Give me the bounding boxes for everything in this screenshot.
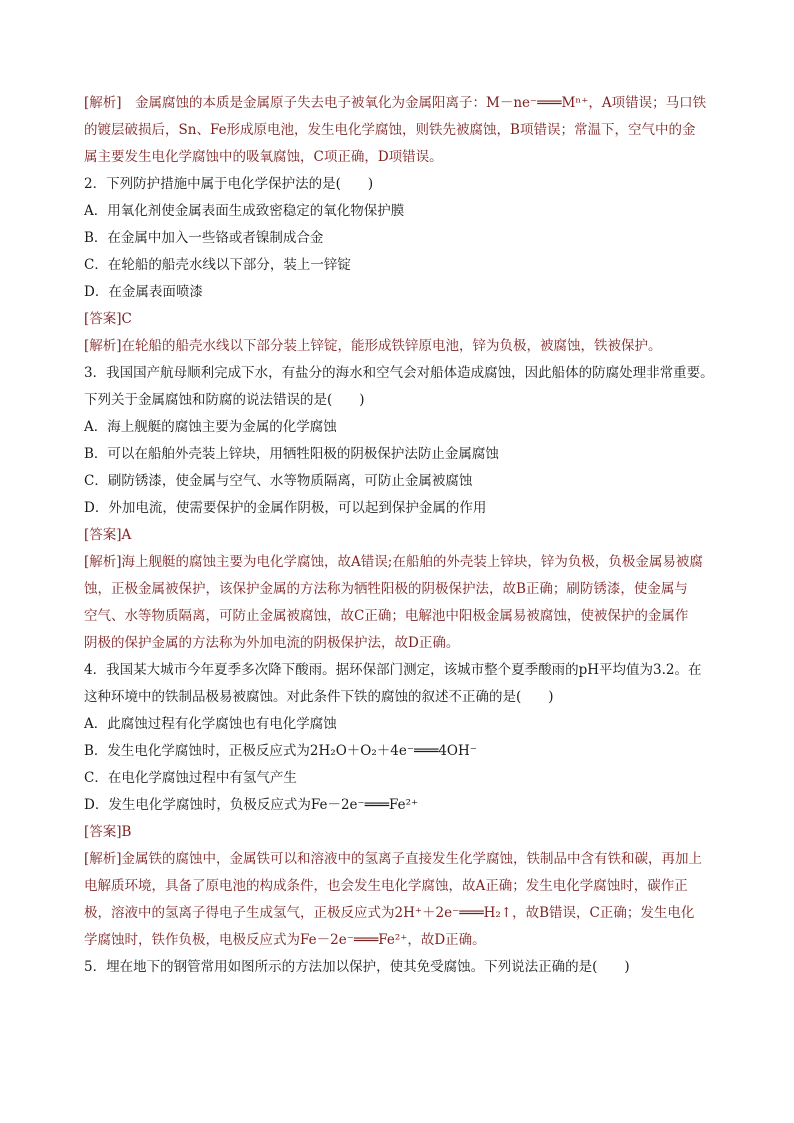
question-line: B．发生电化学腐蚀时，正极反应式为2H₂O＋O₂＋4e⁻═══4OH⁻ (84, 743, 477, 759)
question-line: C．在电化学腐蚀过程中有氢气产生 (84, 770, 297, 786)
question-line: A．此腐蚀过程有化学腐蚀也有电化学腐蚀 (84, 716, 337, 732)
analysis-line: [答案]C (84, 311, 132, 327)
question-line: D．发生电化学腐蚀时，负极反应式为Fe－2e⁻═══Fe²⁺ (84, 797, 419, 813)
question-line: 4．我国某大城市今年夏季多次降下酸雨。据环保部门测定，该城市整个夏季酸雨的pH平均值为3.2。在 (84, 662, 702, 678)
question-line: 下列关于金属腐蚀和防腐的说法错误的是( ) (84, 392, 365, 408)
analysis-line: 空气、水等物质隔离，可防止金属被腐蚀，故C正确；电解池中阳极金属易被腐蚀，使被保护的金属作 (84, 608, 689, 624)
analysis-line: [解析]海上舰艇的腐蚀主要为电化学腐蚀，故A错误;在船舶的外壳装上锌块，锌为负极，负极金属易被腐 (84, 554, 703, 570)
analysis-line: [答案]B (84, 824, 132, 840)
analysis-line: 电解质环境，具备了原电池的构成条件，也会发生电化学腐蚀，故A正确；发生电化学腐蚀时，碳作正 (84, 878, 688, 894)
analysis-line: [答案]A (84, 527, 132, 543)
analysis-line: [解析] 金属腐蚀的本质是金属原子失去电子被氧化为金属阳离子：M－ne⁻═══Mⁿ⁺，A项错误；马口铁 (84, 95, 707, 111)
question-line: 这种环境中的铁制品极易被腐蚀。对此条件下铁的腐蚀的叙述不正确的是( ) (84, 689, 554, 705)
question-line: C．在轮船的船壳水线以下部分，装上一锌锭 (84, 257, 351, 273)
analysis-line: 的镀层破损后，Sn、Fe形成原电池，发生电化学腐蚀，则铁先被腐蚀，B项错误；常温下，空气中的金 (84, 122, 696, 138)
analysis-line: [解析]金属铁的腐蚀中，金属铁可以和溶液中的氢离子直接发生化学腐蚀，铁制品中含有铁和碳，再加上 (84, 851, 703, 867)
analysis-line: 蚀，正极金属被保护，该保护金属的方法称为牺牲阳极的阴极保护法，故B正确；刷防锈漆，使金属与 (84, 581, 688, 597)
analysis-line: 学腐蚀时，铁作负极，电极反应式为Fe－2e⁻═══Fe²⁺，故D正确。 (84, 932, 486, 948)
question-line: A．海上舰艇的腐蚀主要为金属的化学腐蚀 (84, 419, 337, 435)
analysis-line: 极，溶液中的氢离子得电子生成氢气，正极反应式为2H⁺＋2e⁻═══H₂↑，故B错误，C正确；发生电化 (84, 905, 695, 921)
document-page (84, 90, 716, 981)
question-line: D．外加电流，使需要保护的金属作阴极，可以起到保护金属的作用 (84, 500, 487, 516)
question-line: D．在金属表面喷漆 (84, 284, 203, 300)
question-line: 5．埋在地下的钢管常用如图所示的方法加以保护，使其免受腐蚀。下列说法正确的是( ) (84, 959, 630, 975)
question-line: B．在金属中加入一些铬或者镍制成合金 (84, 230, 324, 246)
analysis-line: 属主要发生电化学腐蚀中的吸氧腐蚀，C项正确，D项错误。 (84, 149, 443, 165)
question-line: C．刷防锈漆，使金属与空气、水等物质隔离，可防止金属被腐蚀 (84, 473, 473, 489)
analysis-line: [解析]在轮船的船壳水线以下部分装上锌锭，能形成铁锌原电池，锌为负极，被腐蚀，铁被保护。 (84, 338, 662, 354)
question-line: 2．下列防护措施中属于电化学保护法的是( ) (84, 176, 374, 192)
question-line: A．用氧化剂使金属表面生成致密稳定的氧化物保护膜 (84, 203, 405, 219)
question-line: B．可以在船舶外壳装上锌块，用牺牲阳极的阴极保护法防止金属腐蚀 (84, 446, 499, 462)
question-line: 3．我国国产航母顺利完成下水，有盐分的海水和空气会对船体造成腐蚀，因此船体的防腐处理非常重要。 (84, 365, 714, 381)
analysis-line: 阴极的保护金属的方法称为外加电流的阴极保护法，故D正确。 (84, 635, 460, 651)
